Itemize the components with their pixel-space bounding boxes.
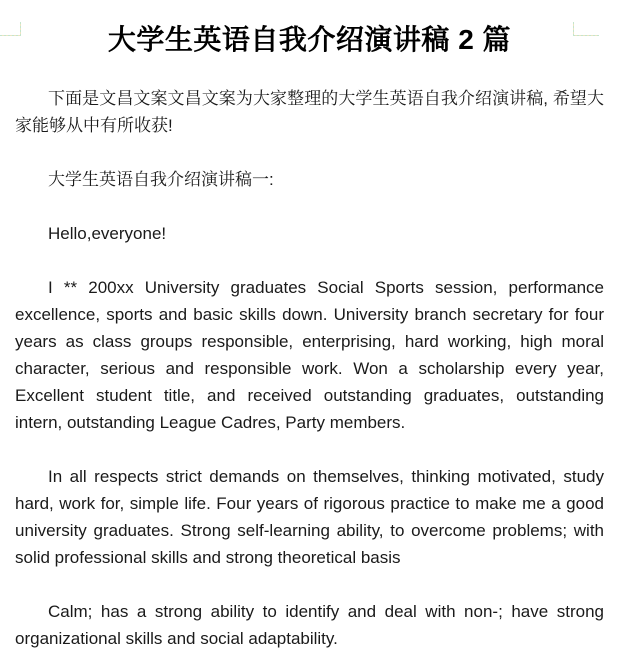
intro-paragraph: 下面是文昌文案文昌文案为大家整理的大学生英语自我介绍演讲稿, 希望大家能够从中有所收获! xyxy=(15,89,604,135)
body-paragraph-1: I ** 200xx University graduates Social Sports session, performance excellence, sports and basic skills down. University branch secretary for four years as class groups responsible, enterprising, hard working, high moral character, serious and responsible work. Won a scholarship every year, Excellent student title, and received outstanding graduates, outstanding intern, outstanding League Cadres, Party members. xyxy=(15,278,604,432)
margin-crop-mark-left-horizontal xyxy=(0,35,21,36)
document-page xyxy=(0,22,619,672)
margin-crop-mark-left-vertical xyxy=(20,22,21,35)
greeting-paragraph: Hello,everyone! xyxy=(48,224,167,243)
margin-crop-mark-right-vertical xyxy=(573,22,574,35)
document-title: 大学生英语自我介绍演讲稿 2 篇 xyxy=(107,24,512,55)
body-paragraph-2: In all respects strict demands on themselves, thinking motivated, study hard, work for, simple life. Four years of rigorous practice to make me a good university graduates. Strong self-learning ability, to overcome problems; with solid professional skills and strong theoretical basis xyxy=(15,467,604,567)
body-paragraph-3: Calm; has a strong ability to identify and deal with non-; have strong organizational skills and social adaptability. xyxy=(15,602,604,648)
section-heading-speech-one: 大学生英语自我介绍演讲稿一: xyxy=(48,170,274,189)
margin-crop-mark-right-horizontal xyxy=(573,35,599,36)
